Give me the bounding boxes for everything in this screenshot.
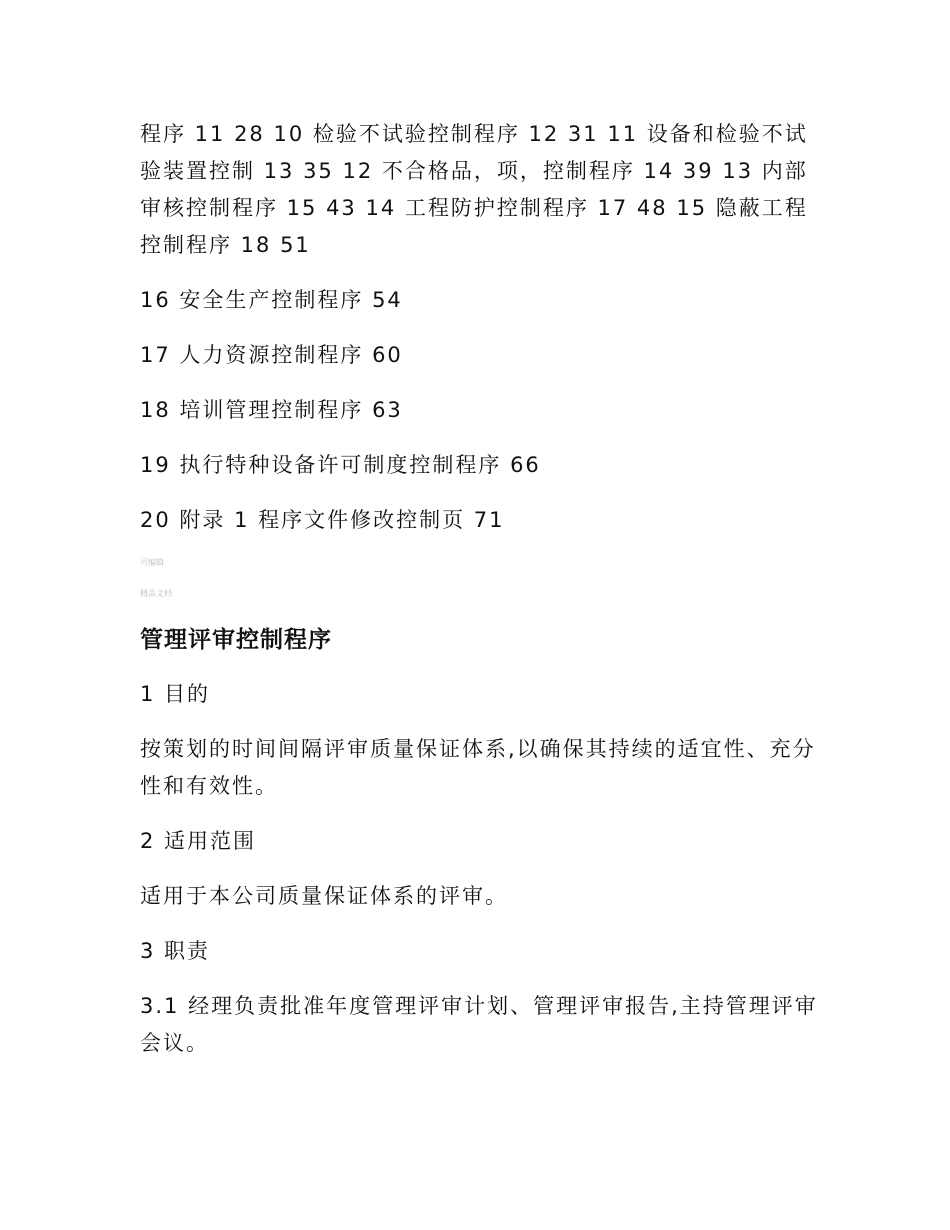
fine-doc-note: 精品文档	[140, 589, 172, 598]
toc-item-17: 17 人力资源控制程序 60	[140, 343, 403, 367]
scope-text: 适用于本公司质量保证体系的评审。	[140, 884, 508, 908]
document-page	[140, 116, 820, 1080]
duty-text: 3.1 经理负责批准年度管理评审计划、管理评审报告,主持管理评审会议。	[140, 994, 818, 1055]
toc-item-18: 18 培训管理控制程序 63	[140, 398, 403, 422]
toc-item-20: 20 附录 1 程序文件修改控制页 71	[140, 508, 505, 532]
duty-heading: 3 职责	[140, 939, 211, 963]
toc-paragraph: 程序 11 28 10 检验不试验控制程序 12 31 11 设备和检验不试验装置控制 13 35 12 不合格品，项，控制程序 14 39 13 内部审核控制程序 15 43 14 工程防护控制程序 17 48 15 隐蔽工程控制程序 18 51	[140, 122, 808, 257]
section-title: 管理评审控制程序	[140, 627, 332, 653]
toc-item-19: 19 执行特种设备许可制度控制程序 66	[140, 453, 541, 477]
toc-item-16: 16 安全生产控制程序 54	[140, 288, 403, 312]
purpose-heading: 1 目的	[140, 682, 211, 706]
editable-note: 可编辑	[140, 558, 164, 567]
scope-heading: 2 适用范围	[140, 829, 257, 853]
purpose-text: 按策划的时间间隔评审质量保证体系,以确保其持续的适宜性、充分性和有效性。	[140, 737, 816, 798]
